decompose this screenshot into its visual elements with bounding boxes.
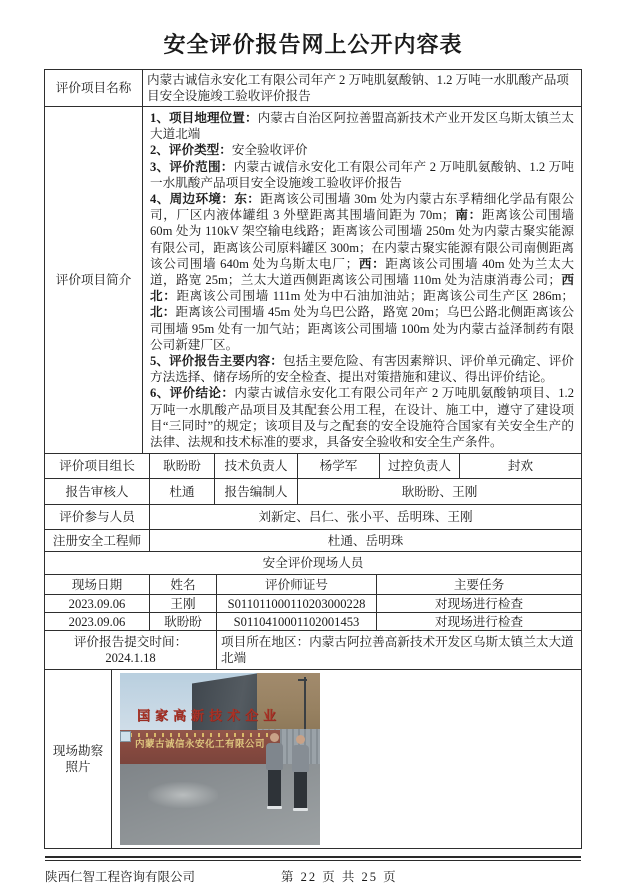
participants-label: 评价参与人员 [45, 505, 150, 529]
onsite-data-row [45, 595, 581, 613]
person-head [270, 733, 279, 742]
site-photo-label: 现场勘察照片 [45, 670, 112, 848]
project-summary-row [45, 107, 581, 454]
certified-engineer-row [45, 530, 581, 552]
participants-row [45, 505, 581, 530]
footer-company: 陕西仁智工程咨询有限公司 [45, 870, 196, 885]
onsite-name: 耿盼盼 [150, 613, 217, 630]
site-photo [120, 673, 320, 845]
onsite-task: 对现场进行检查 [434, 596, 524, 611]
footer-separator [45, 856, 581, 861]
document-page [0, 28, 626, 885]
photo-ground [120, 764, 320, 845]
project-name-row [45, 70, 581, 107]
submission-time-label: 评价报告提交时间： [73, 635, 188, 650]
photo-dark-wall [192, 673, 258, 737]
onsite-task: 对现场进行检查 [434, 614, 524, 629]
process-lead-value: 封欢 [507, 459, 534, 474]
person-jacket [266, 743, 283, 770]
process-lead-label: 过控负责人 [380, 454, 460, 478]
onsite-columns-row [45, 575, 581, 595]
site-photo-cell [112, 670, 581, 848]
onsite-col-name: 姓名 [150, 575, 217, 594]
onsite-date: 2023.09.06 [45, 613, 150, 630]
submission-row [45, 631, 581, 670]
team-leader-row [45, 454, 581, 479]
project-summary-label: 评价项目简介 [45, 107, 143, 453]
person-pants [268, 770, 281, 806]
onsite-date: 2023.09.06 [45, 595, 150, 612]
reviewer-value: 杜通 [150, 479, 215, 504]
company-wall-banner [120, 730, 280, 765]
light-pole-arm [298, 679, 307, 681]
onsite-col-date: 现场日期 [45, 575, 150, 594]
team-leader-value: 耿盼盼 [150, 454, 215, 478]
person-left [266, 733, 283, 809]
site-photo-row [45, 670, 581, 848]
onsite-section-header: 安全评价现场人员 [262, 556, 364, 571]
compiler-value: 耿盼盼、王刚 [401, 484, 478, 499]
participants-value: 刘新定、吕仁、张小平、岳明珠、王刚 [258, 510, 473, 525]
tech-lead-value: 杨学军 [298, 454, 380, 478]
page-title: 安全评价报告网上公开内容表 [163, 32, 463, 57]
onsite-col-task: 主要任务 [453, 577, 505, 592]
onsite-data-row [45, 613, 581, 631]
person-shoes [293, 808, 308, 811]
footer-page-info: 第 22 页 共 25 页 [281, 870, 398, 885]
submission-time-cell [45, 631, 217, 669]
ground-light-patch [148, 782, 218, 808]
report-review-row [45, 479, 581, 505]
photo-brick-wall [257, 673, 320, 735]
submission-date: 2024.1.18 [105, 651, 156, 666]
reviewer-label: 报告审核人 [45, 479, 150, 504]
onsite-name: 王刚 [150, 595, 217, 612]
onsite-col-cert: 评价师证号 [217, 575, 377, 594]
project-name-label: 评价项目名称 [45, 70, 143, 106]
project-summary-content: 1、项目地理位置：内蒙古自治区阿拉善盟高新技术产业开发区乌斯太镇兰太大道北端 2、评价类型：安全验收评价 3、评价范围：内蒙古诚信永安化工有限公司年产 2 万吨肌氨酸钠、1.2 万吨一水肌酸产品项目安全设施竣工验收评价报告 4、周边环境：东：距离该公司围墙 30m 处为内蒙古东孚精细化学品有限公司，厂区内液体罐组 3 外壁距离其围墙间距为 70m；南：距离该公司围墙 60m 处为 110kV 架空输电线路；距离该公司围墙 250m 处为内蒙古聚实能源有限公司，距离该公司原料罐区 300m；在内蒙古聚实能源有限公司南侧距离该公司围墙 640m 处为乌斯太电厂；西：距离该公司围墙 40m 处为兰太大道，路宽 25m；兰太大道西侧距离该公司围墙 110m 处为洁康消毒公司；西北：距离该公司围墙 111m 处为中石油加油站；距离该公司生产区 286m；北：距离该公司围墙 45m 处为乌巴公路，路宽 20m；乌巴公路北侧距离该公司围墙 95m 处有一加气站；距离该公司围墙 100m 处为内蒙古益泽制药有限公司新建厂区。 5、评价报告主要内容：包括主要危险、有害因素辩识、评价单元确定、评价方法选择、储存场所的安全检查、提出对策措施和建议、得出评价结论。 6、评价结论：内蒙古诚信永安化工有限公司年产 2 万吨肌氨酸钠项目、1.2 万吨一水肌酸产品项目及其配套公用工程，在设计、施工中，遵守了建设项目“三同时”的规定；该项目及与之配套的安全设施符合国家有关安全生产的法律、法规和技术标准的要求，具备安全验收和安全生产条件。 [150, 111, 575, 450]
person-pants [294, 772, 307, 808]
person-jacket [292, 745, 309, 772]
project-location: 项目所在地区：内蒙古阿拉善高新技术开发区乌斯太镇兰太大道北端 [221, 635, 574, 666]
content-table [44, 69, 582, 849]
onsite-cert: S011011000110203000228 [217, 595, 377, 612]
page-footer [45, 867, 581, 885]
onsite-cert: S0110410001102001453 [217, 613, 377, 630]
small-sign [120, 731, 131, 742]
mongolian-script-strip [130, 733, 270, 737]
certified-engineer-label: 注册安全工程师 [45, 530, 150, 551]
onsite-section-header-row [45, 552, 581, 575]
person-shoes [267, 806, 282, 809]
light-pole [304, 677, 306, 733]
certified-engineer-value: 杜通、岳明珠 [327, 533, 404, 548]
person-head [296, 735, 305, 744]
hightech-banner-text: 国家高新技术企业 [136, 708, 281, 724]
tech-lead-label: 技术负责人 [215, 454, 298, 478]
team-leader-label: 评价项目组长 [45, 454, 150, 478]
person-right [292, 735, 309, 811]
compiler-label: 报告编制人 [215, 479, 298, 504]
project-name-value: 内蒙古诚信永安化工有限公司年产 2 万吨肌氨酸钠、1.2 万吨一水肌酸产品项目安全设施竣工验收评价报告 [147, 72, 569, 103]
company-name-text: 内蒙古诚信永安化工有限公司 [134, 740, 265, 751]
